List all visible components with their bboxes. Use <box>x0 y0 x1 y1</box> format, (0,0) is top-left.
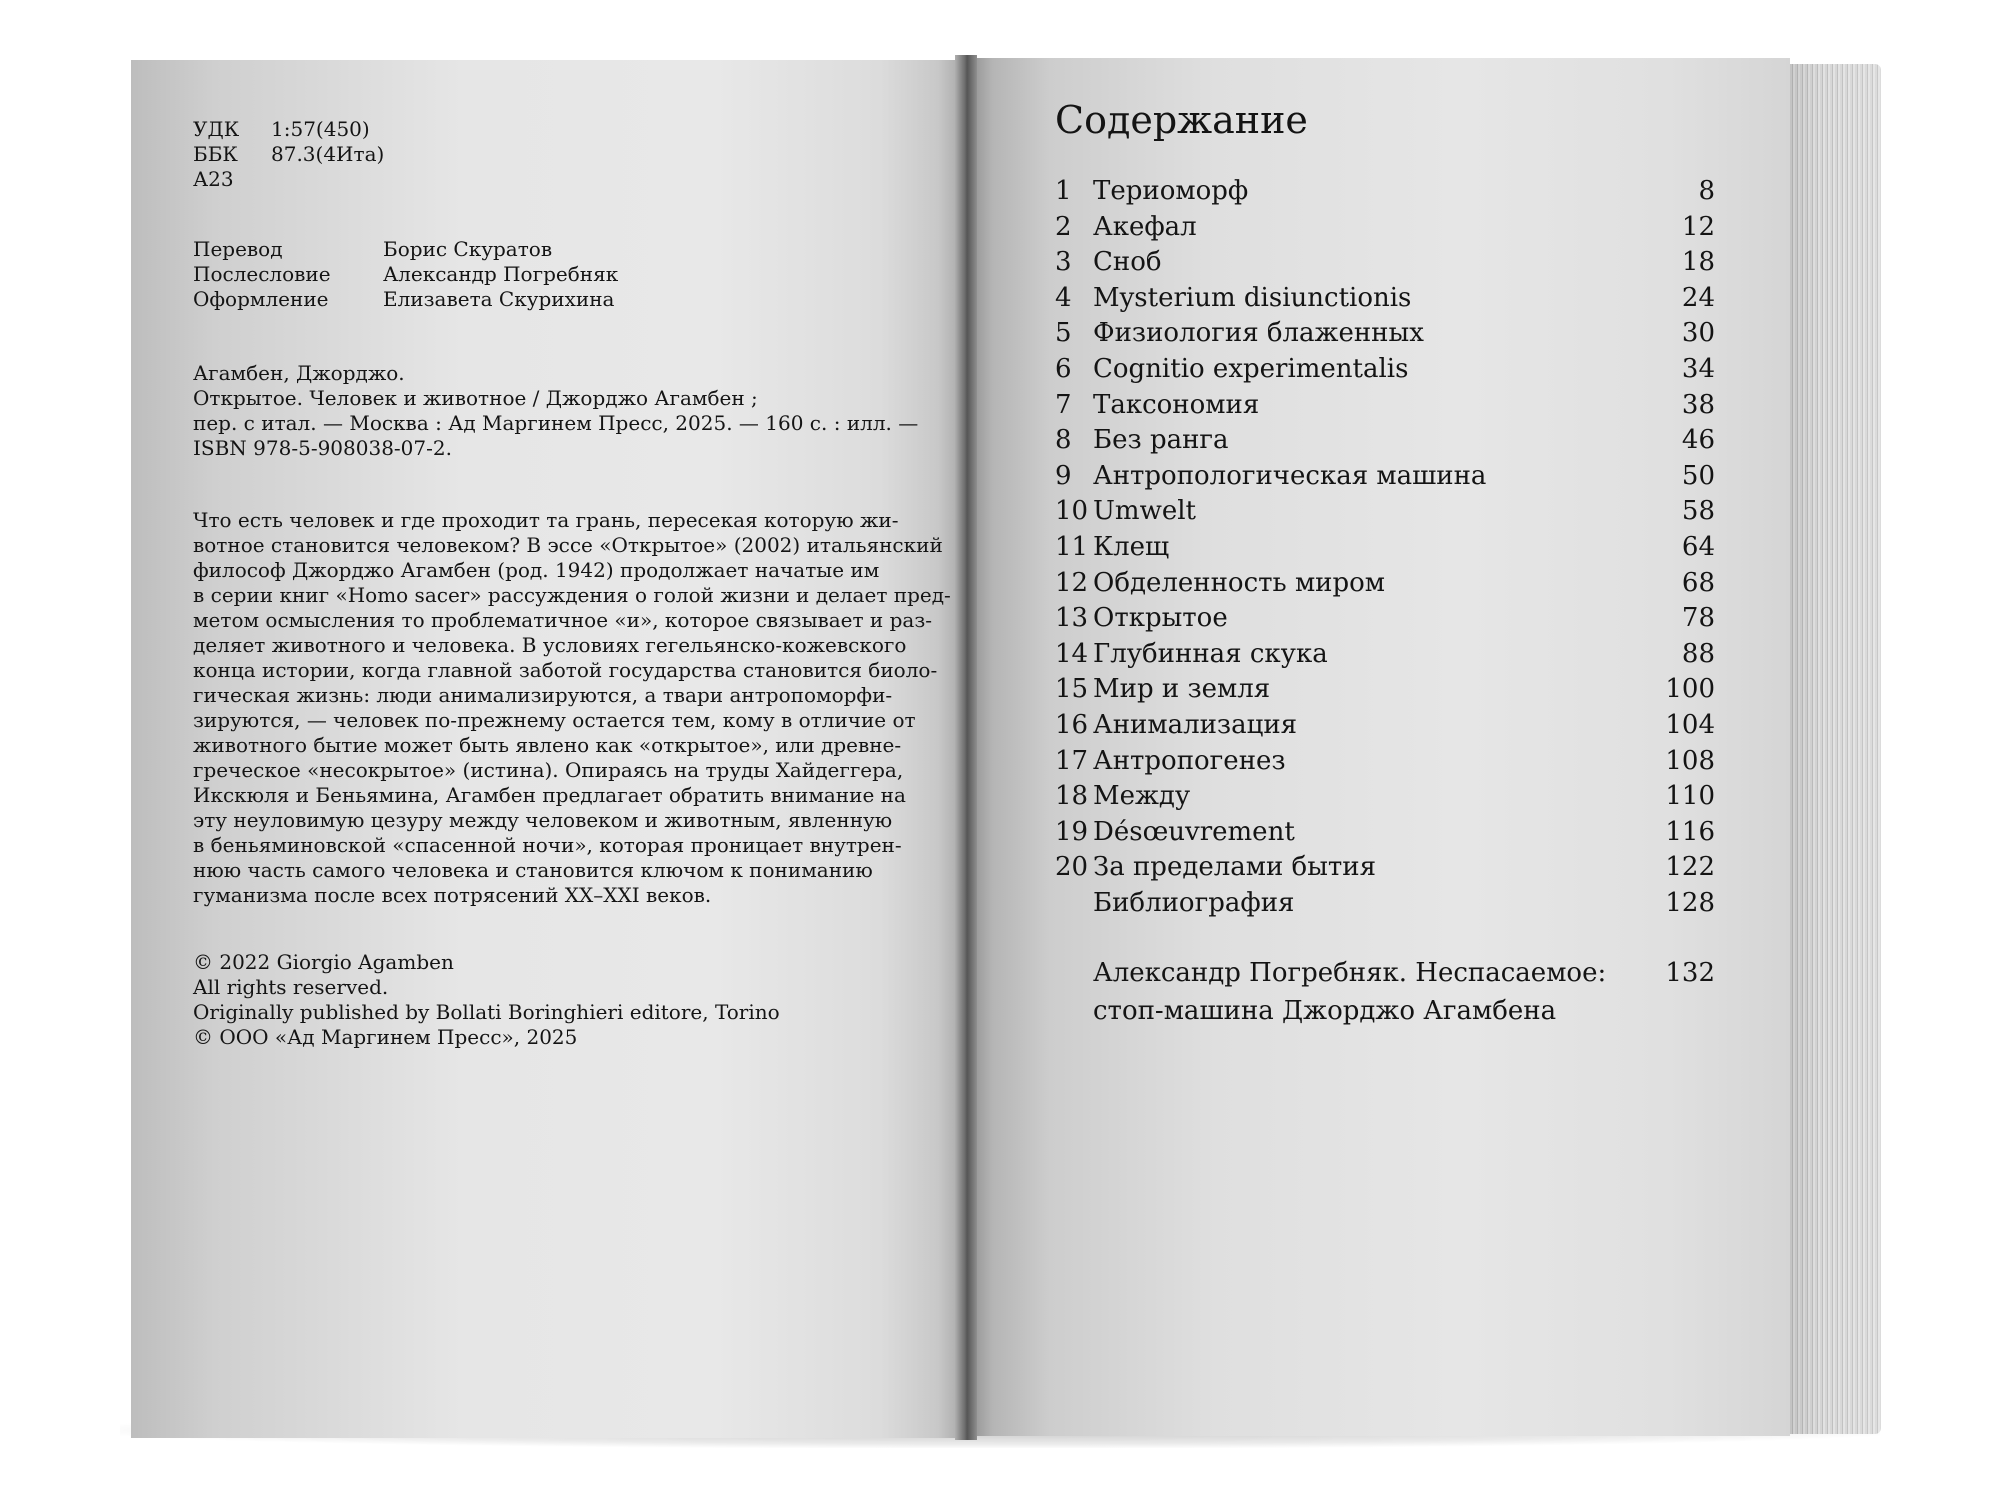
left-page <box>131 60 963 1438</box>
abstract-line: гическая жизнь: люди анимализируются, а твари антропоморфи- <box>193 683 893 707</box>
copyright-notice <box>193 950 780 1050</box>
chapter-title: Таксономия <box>1093 389 1260 420</box>
toc-entry <box>1055 674 1715 710</box>
toc-entry <box>1055 390 1715 426</box>
chapter-title: Mysterium disiunctionis <box>1093 282 1412 313</box>
code-value: 87.3(4Ита) <box>271 142 385 166</box>
chapter-number: 7 <box>1055 389 1072 420</box>
code-value: 1:57(450) <box>271 117 370 141</box>
abstract-line: в беньяминовской «спасенной ночи», которая проницает внутрен- <box>193 833 902 857</box>
code-row <box>193 142 384 167</box>
right-page <box>968 58 1790 1436</box>
page-number: 116 <box>1665 816 1715 847</box>
toc-entry <box>1055 817 1715 853</box>
credit-role: Оформление <box>193 287 329 311</box>
toc-entry <box>1055 212 1715 248</box>
chapter-number: 8 <box>1055 425 1072 456</box>
chapter-title: Cognitio experimentalis <box>1093 353 1409 384</box>
toc-entry <box>1055 247 1715 283</box>
chapter-title: Без ранга <box>1093 425 1229 456</box>
page-number: 18 <box>1681 247 1715 278</box>
credit-name: Борис Скуратов <box>383 237 553 261</box>
page-number: 8 <box>1698 176 1715 206</box>
afterword-title-line: Александр Погребняк. Неспасаемое: <box>1093 958 1607 988</box>
code-key: А23 <box>193 167 234 191</box>
abstract-line: зируются, — человек по-прежнему остается тем, кому в отличие от <box>193 708 916 732</box>
rights-line: © ООО «Ад Маргинем Пресс», 2025 <box>193 1025 578 1049</box>
chapter-number: 12 <box>1055 567 1089 598</box>
chapter-number: 19 <box>1055 816 1089 847</box>
chapter-title: Umwelt <box>1093 496 1196 527</box>
chapter-number: 6 <box>1055 353 1072 384</box>
toc-entry <box>1055 746 1715 782</box>
chapter-title: Открытое <box>1093 603 1228 634</box>
rights-line: Originally published by Bollati Boringhieri editore, Torino <box>193 1000 780 1024</box>
chapter-title: Антропогенез <box>1093 745 1286 776</box>
chapter-title: Между <box>1093 781 1191 812</box>
chapter-title: Клещ <box>1093 531 1170 562</box>
abstract-line: деляет животного и человека. В условиях гегельянско-кожевского <box>193 633 907 657</box>
credit-name: Елизавета Скурихина <box>383 287 615 311</box>
chapter-number: 15 <box>1055 674 1089 705</box>
toc-entry <box>1055 354 1715 390</box>
chapter-title: Désœuvrement <box>1093 816 1295 847</box>
book-gutter <box>955 55 977 1440</box>
biblio-line: ISBN 978-5-908038-07-2. <box>193 436 452 460</box>
abstract-line: конца истории, когда главной заботой государства становится биоло- <box>193 658 938 682</box>
biblio-line: Агамбен, Джорджо. <box>193 361 405 385</box>
abstract-line: Что есть человек и где проходит та грань, пересекая которую жи- <box>193 508 899 532</box>
chapter-title: Обделенность миром <box>1093 567 1386 598</box>
abstract-line: в серии книг «Homo sacer» рассуждения о голой жизни и делает пред- <box>193 583 951 607</box>
credit-row <box>193 287 618 312</box>
chapter-number: 2 <box>1055 211 1072 242</box>
abstract-line: нюю часть самого человека и становится ключом к пониманию <box>193 858 873 882</box>
page-number: 68 <box>1681 567 1715 598</box>
toc-entry <box>1055 283 1715 319</box>
chapter-number: 14 <box>1055 638 1089 669</box>
page-number: 108 <box>1665 745 1715 776</box>
chapter-number: 13 <box>1055 603 1089 634</box>
toc-entry <box>1055 888 1715 924</box>
afterword-entry <box>1093 954 1715 1030</box>
page-number: 132 <box>1665 958 1715 988</box>
chapter-number: 9 <box>1055 460 1072 491</box>
page-number: 34 <box>1681 353 1715 384</box>
chapter-number: 11 <box>1055 531 1089 562</box>
page-number: 128 <box>1665 887 1715 918</box>
page-number: 64 <box>1681 531 1715 562</box>
afterword-title-line: стоп-машина Джорджо Агамбена <box>1093 996 1557 1026</box>
page-number: 122 <box>1665 852 1715 883</box>
abstract-line: эту неуловимую цезуру между человеком и животным, явленную <box>193 808 893 832</box>
page-number: 104 <box>1665 709 1715 740</box>
classification-codes <box>193 117 384 192</box>
page-number: 110 <box>1665 781 1715 812</box>
abstract <box>193 508 951 908</box>
contents-heading: Содержание <box>1055 98 1308 142</box>
chapter-title: Физиология блаженных <box>1093 318 1424 349</box>
afterword-title <box>1093 954 1635 1030</box>
toc-entry <box>1055 461 1715 497</box>
chapter-number: 3 <box>1055 247 1072 278</box>
chapter-title: За пределами бытия <box>1093 852 1377 883</box>
toc-entry <box>1055 639 1715 675</box>
chapter-number: 10 <box>1055 496 1089 527</box>
toc-entry <box>1055 496 1715 532</box>
page-block-shade <box>1785 64 1881 1434</box>
toc-entry <box>1055 568 1715 604</box>
page-number: 24 <box>1681 282 1715 313</box>
abstract-line: вотное становится человеком? В эссе «Открытое» (2002) итальянский <box>193 533 943 557</box>
toc-entry <box>1055 532 1715 568</box>
page-number: 30 <box>1681 318 1715 349</box>
chapter-title: Мир и земля <box>1093 674 1271 705</box>
toc-entry <box>1055 603 1715 639</box>
table-of-contents <box>1055 176 1715 923</box>
toc-entry <box>1055 781 1715 817</box>
page-number: 38 <box>1681 389 1715 420</box>
credit-name: Александр Погребняк <box>383 262 619 286</box>
chapter-number: 16 <box>1055 709 1089 740</box>
chapter-title: Анимализация <box>1093 709 1298 740</box>
biblio-line: Открытое. Человек и животное / Джорджо Агамбен ; <box>193 386 758 410</box>
chapter-title: Акефал <box>1093 211 1197 242</box>
credit-row <box>193 262 618 287</box>
code-key: УДК <box>193 117 240 141</box>
bibliographic-record <box>193 361 918 461</box>
code-key: ББК <box>193 142 238 166</box>
chapter-title: Библиография <box>1093 887 1295 918</box>
toc-entry <box>1055 852 1715 888</box>
chapter-number: 20 <box>1055 852 1089 883</box>
toc-entry <box>1055 176 1715 212</box>
code-row <box>193 117 384 142</box>
page-number: 12 <box>1681 211 1715 242</box>
biblio-line: пер. с итал. — Москва : Ад Маргинем Пресс, 2025. — 160 с. : илл. — <box>193 411 919 435</box>
abstract-line: метом осмысления то проблематичное «и», которое связывает и раз- <box>193 608 933 632</box>
abstract-line: Икскюля и Беньямина, Агамбен предлагает обратить внимание на <box>193 783 906 807</box>
abstract-line: гуманизма после всех потрясений XX–XXI веков. <box>193 883 712 907</box>
chapter-title: Сноб <box>1093 247 1162 278</box>
abstract-line: греческое «несокрытое» (истина). Опираясь на труды Хайдеггера, <box>193 758 904 782</box>
page-number: 50 <box>1681 460 1715 491</box>
page-number: 88 <box>1681 638 1715 669</box>
page-number: 58 <box>1681 496 1715 527</box>
chapter-title: Териоморф <box>1093 176 1249 206</box>
page-number: 78 <box>1681 603 1715 634</box>
code-row <box>193 167 384 192</box>
credit-row <box>193 237 618 262</box>
chapter-number: 1 <box>1055 176 1072 206</box>
credits <box>193 237 618 312</box>
toc-entry <box>1055 425 1715 461</box>
page-number: 100 <box>1665 674 1715 705</box>
chapter-number: 4 <box>1055 282 1072 313</box>
chapter-number: 17 <box>1055 745 1089 776</box>
chapter-title: Глубинная скука <box>1093 638 1328 669</box>
credit-role: Послесловие <box>193 262 331 286</box>
chapter-title: Антропологическая машина <box>1093 460 1487 491</box>
chapter-number: 18 <box>1055 781 1089 812</box>
abstract-line: философ Джорджо Агамбен (род. 1942) продолжает начатые им <box>193 558 880 582</box>
toc-entry <box>1055 710 1715 746</box>
chapter-number: 5 <box>1055 318 1072 349</box>
rights-line: All rights reserved. <box>193 975 389 999</box>
page-number: 46 <box>1681 425 1715 456</box>
credit-role: Перевод <box>193 237 283 261</box>
abstract-line: животного бытие может быть явлено как «открытое», или древне- <box>193 733 902 757</box>
toc-entry <box>1055 318 1715 354</box>
rights-line: © 2022 Giorgio Agamben <box>193 950 454 974</box>
